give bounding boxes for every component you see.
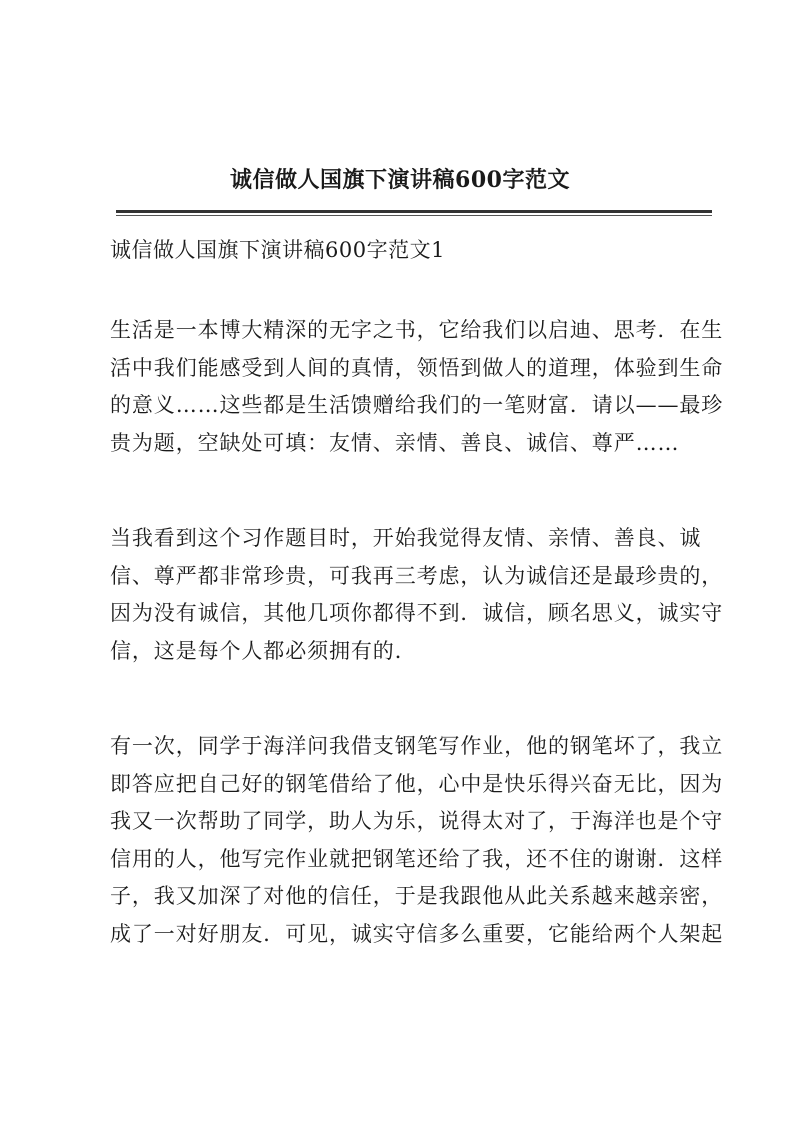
text-line: 当我看到这个习作题目时，开始我觉得友情、亲情、善良、诚 <box>110 526 702 550</box>
text-line: 即答应把自己好的钢笔借给了他，心中是快乐得兴奋无比，因为 <box>110 771 724 796</box>
paragraph-3 <box>110 728 724 953</box>
paragraph-2 <box>110 520 724 670</box>
document-title: 诚信做人国旗下演讲稿600字范文 <box>230 167 570 193</box>
text-line: 信用的人，他写完作业就把钢笔还给了我，还不住的谢谢．这样 <box>110 846 724 871</box>
text-line: 生活是一本博大精深的无字之书，它给我们以启迪、思考．在生 <box>110 318 724 342</box>
paragraph-1 <box>110 312 724 462</box>
text-line: 活中我们能感受到人间的真情，领悟到做人的道理，体验到生命 <box>110 355 724 380</box>
text-line: 的意义……这些都是生活馈赠给我们的一笔财富．请以——最珍 <box>110 393 724 417</box>
text-line: 子，我又加深了对他的信任，于是我跟他从此关系越来越亲密， <box>110 884 724 908</box>
text-line: 有一次，同学于海洋问我借支钢笔写作业，他的钢笔坏了，我立 <box>110 734 724 758</box>
title-divider-thin <box>116 215 712 216</box>
section-heading: 诚信做人国旗下演讲稿600字范文1 <box>110 238 445 262</box>
text-line: 信，这是每个人都必须拥有的． <box>110 638 417 663</box>
title-divider <box>116 210 712 213</box>
text-line: 我又一次帮助了同学，助人为乐，说得太对了，于海洋也是个守 <box>110 809 724 833</box>
text-line: 信、尊严都非常珍贵，可我再三考虑，认为诚信还是最珍贵的， <box>110 563 724 588</box>
text-line: 贵为题，空缺处可填：友情、亲情、善良、诚信、尊严…… <box>110 430 680 455</box>
text-line: 成了一对好朋友．可见，诚实守信多么重要，它能给两个人架起 <box>110 921 724 946</box>
text-line: 因为没有诚信，其他几项你都得不到．诚信，顾名思义，诚实守 <box>110 601 724 625</box>
